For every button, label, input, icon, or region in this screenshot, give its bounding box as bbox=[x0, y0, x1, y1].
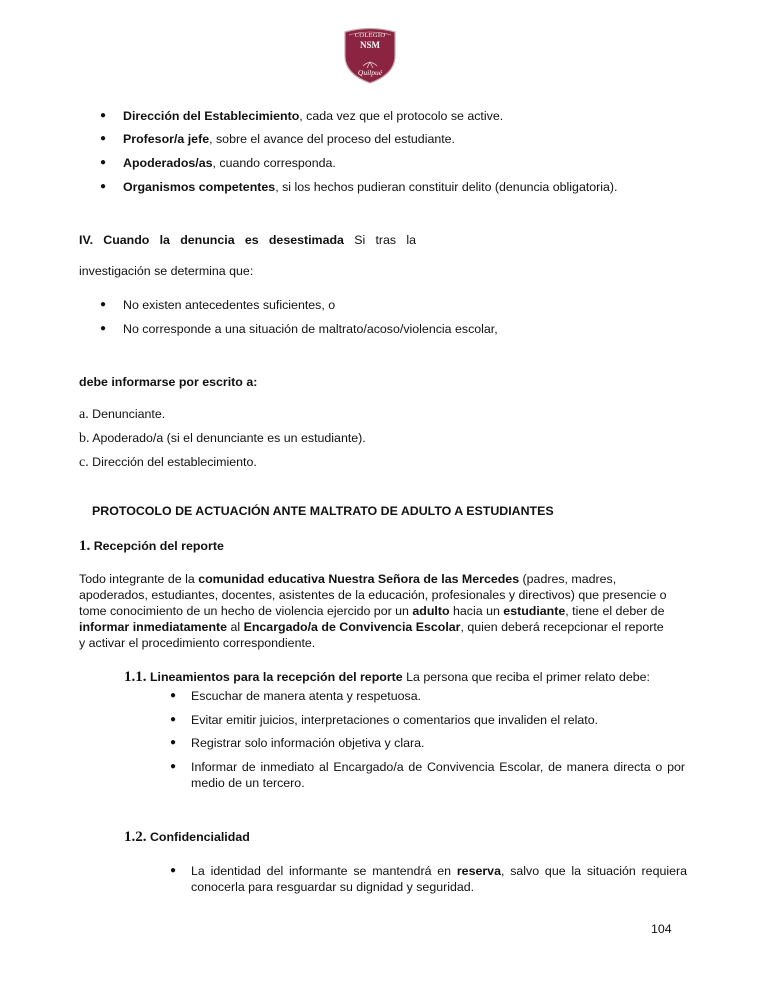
bullet-icon: ● bbox=[170, 761, 177, 772]
section-1-heading: 1. Recepción del reporte bbox=[79, 538, 224, 554]
section-1-1-heading: 1.1. Lineamientos para la recepción del reporte La persona que reciba el primer relato debe: bbox=[124, 669, 650, 685]
bullet-icon: ● bbox=[170, 690, 177, 701]
bullet-icon: ● bbox=[100, 133, 107, 144]
bullet-icon: ● bbox=[100, 181, 107, 192]
list-item: Informar de inmediato al Encargado/a de Convivencia Escolar, de manera directa o por medio de un tercero. bbox=[191, 760, 685, 790]
page-number: 104 bbox=[651, 922, 672, 936]
crest-text-quilpue: Quilpué bbox=[357, 68, 383, 77]
bullet-icon: ● bbox=[100, 110, 107, 121]
list-item: Profesor/a jefe, sobre el avance del proceso del estudiante. bbox=[123, 132, 456, 146]
inform-heading: debe informarse por escrito a: bbox=[79, 375, 258, 389]
school-crest-logo bbox=[341, 26, 399, 84]
list-item: Escuchar de manera atenta y respetuosa. bbox=[191, 689, 422, 703]
list-item: a. Denunciante. bbox=[79, 407, 166, 422]
list-item: Organismos competentes, si los hechos pudieran constituir delito (denuncia obligatoria). bbox=[123, 180, 618, 194]
section-1-2-heading: 1.2. Confidencialidad bbox=[124, 829, 250, 845]
section-iv-line2: investigación se determina que: bbox=[79, 264, 254, 278]
list-item: No corresponde a una situación de maltrato/acoso/violencia escolar, bbox=[123, 322, 498, 336]
bullet-icon: ● bbox=[170, 865, 177, 876]
list-item: No existen antecedentes suficientes, o bbox=[123, 298, 336, 312]
crest-text-colegio: COLEGIO bbox=[354, 32, 386, 39]
bullet-icon: ● bbox=[100, 299, 107, 310]
protocol-title: PROTOCOLO DE ACTUACIÓN ANTE MALTRATO DE ADULTO A ESTUDIANTES bbox=[92, 504, 554, 518]
list-item: Evitar emitir juicios, interpretaciones o comentarios que invaliden el relato. bbox=[191, 713, 599, 727]
list-item: b. Apoderado/a (si el denunciante es un estudiante). bbox=[79, 431, 366, 446]
list-item: La identidad del informante se mantendrá en reserva, salvo que la situación requiera conocerla para resguardar su dignidad y seguridad. bbox=[191, 864, 688, 894]
crest-text-nsm: NSM bbox=[360, 40, 380, 50]
bullet-icon: ● bbox=[100, 157, 107, 168]
list-item: Registrar solo información objetiva y clara. bbox=[191, 736, 425, 750]
bullet-icon: ● bbox=[170, 714, 177, 725]
section-iv-heading: IV. Cuando la denuncia es desestimada Si tras la bbox=[79, 233, 416, 247]
section-1-paragraph: Todo integrante de la comunidad educativa Nuestra Señora de las Mercedes (padres, madres, apoderados, estudiantes, docentes, asistentes de la educación, profesionales y directivos) que presencie o tome conocimiento de un hecho de violencia ejercido por un adulto hacia un estudiante, tiene el deber de informar inmediatamente al Encargado/a de Convivencia Escolar, quien deberá recepcionar el reporte y activar el procedimiento correspondiente. bbox=[79, 572, 667, 650]
bullet-icon: ● bbox=[100, 323, 107, 334]
bullet-icon: ● bbox=[170, 737, 177, 748]
list-item: c. Dirección del establecimiento. bbox=[79, 455, 257, 470]
list-item: Dirección del Establecimiento, cada vez que el protocolo se active. bbox=[123, 109, 504, 123]
list-item: Apoderados/as, cuando corresponda. bbox=[123, 156, 336, 170]
